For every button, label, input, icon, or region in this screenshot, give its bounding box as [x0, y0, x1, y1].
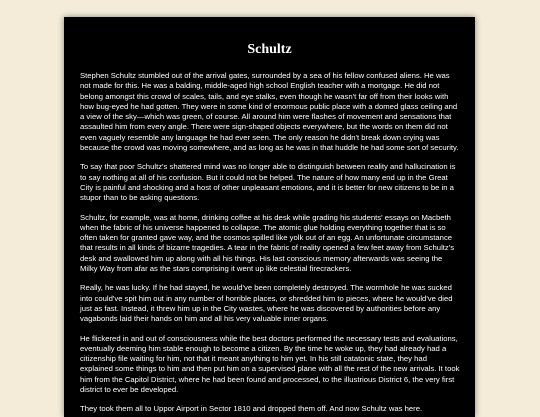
- document-page: [64, 17, 475, 417]
- paragraph-5: He flickered in and out of consciousness while the best doctors performed the necessary tests and evaluations, eventually deeming him stable enough to become a citizen. By the time he woke up, they had already had a citizenship file waiting for him, not that it meant anything to him yet. In his still catatonic state, they had explained some things to him and then put him on a supervised plane with all the rest of the new arrivals. It took him from the Capitol District, where he had been found and processed, to the illustrious District 6, the very first district to ever be developed.: [80, 333, 460, 395]
- paragraph-2: To say that poor Schultz's shattered mind was no longer able to distinguish between reality and hallucination is to say nothing at all of his confusion. But it could not be helped. The nature of how many end up in the Great City is painful and shocking and a host of other unpleasant emotions, and it is better for new citizens to be in a stupor than to be asking questions.: [80, 162, 456, 203]
- document-title: Schultz: [247, 42, 292, 57]
- paragraph-6: They took them all to Uppor Airport in Sector 1810 and dropped them off. And now Schultz was here.: [80, 404, 423, 414]
- paragraph-1: Stephen Schultz stumbled out of the arrival gates, surrounded by a sea of his fellow confused aliens. He was not made for this. He was a balding, middle-aged high school English teacher with a mortgage. He did not belong amongst this crowd of scales, tails, and eye stalks, even though he wasn't far off from their looks with how bug-eyed he had gotten. They were in some kind of enormous public place with a domed glass ceiling and a view of the sky—which was green, of course. All around him were flashes of movement and sensations that assaulted him from every angle. There were sign-shaped objects everywhere, but the words on them did not even vaguely resemble any language he had ever seen. The only reason he didn't break down crying was because the crowd was moving somewhere, and as long as he was in that huddle he had some sort of security.: [80, 71, 459, 153]
- paragraph-3: Schultz, for example, was at home, drinking coffee at his desk while grading his students' essays on Macbeth when the fabric of his universe happened to collapse. The atomic glue holding everything together that is so often taken for granted gave way, and the cosmos spilled like yolk out of an egg. An unfortunate circumstance that results in all kinds of bizarre tragedies. A tear in the fabric of reality opened a few feet away from Schultz's desk and swallowed him up along with all his things. His last conscious memory afterwards was seeing the Milky Way from afar as the stars comprising it went up like celestial firecrackers.: [80, 212, 455, 274]
- paragraph-4: Really, he was lucky. If he had stayed, he would've been completely destroyed. The wormhole he was sucked into could've spit him out in any number of horrible places, or shredded him to pieces, where he would've died just as fast. Instead, it threw him up in the City wastes, where he was discovered by authorities before any vagabonds laid their hands on him and all his very valuable inner organs.: [80, 283, 453, 324]
